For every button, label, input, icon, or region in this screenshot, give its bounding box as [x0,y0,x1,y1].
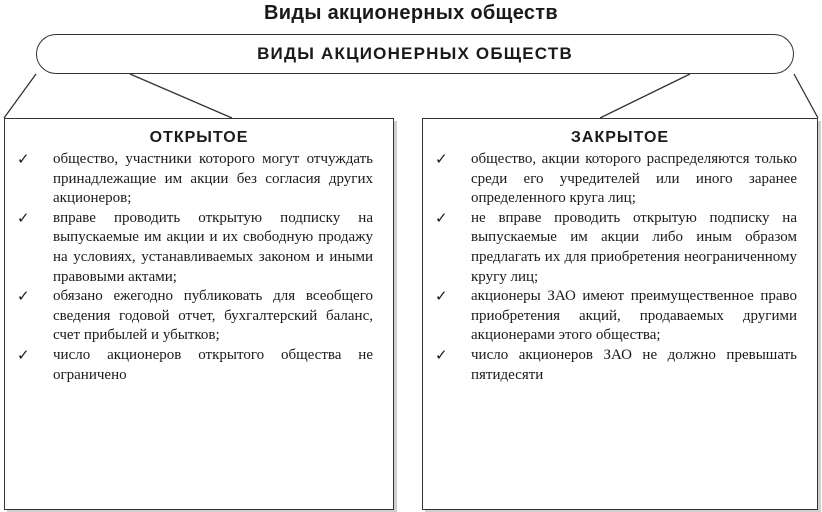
list-item: ✓ акционеры ЗАО имеют преимущественное право приобретения акций, продаваемых другими акционерами этого общества; [435,287,797,344]
list-item: ✓ обязано ежегодно публиковать для всеобщего сведения годовой отчет, бухгалтерский баланс, счет прибылей и убытков; [17,287,373,344]
left-connector-inner [130,74,232,118]
checkmark-icon: ✓ [17,208,30,227]
list-item: ✓ число акционеров открытого общества не ограничено [17,345,373,383]
left-connector-outer [4,74,36,118]
open-company-heading: ОТКРЫТОЕ [149,129,249,146]
closed-company-heading: ЗАКРЫТОЕ [570,129,670,146]
list-item: ✓ общество, акции которого распределяются только среди его учредителей или иного заранее определенного круга лиц; [435,150,797,207]
list-item: ✓ вправе проводить открытую подписку на выпускаемые им акции и их свободную продажу на условиях, устанавливаемых законом и иными правовыми актами; [17,208,373,285]
checkmark-icon: ✓ [17,287,30,306]
checkmark-icon: ✓ [17,345,30,364]
list-item: ✓ число акционеров ЗАО не должно превышать пятидесяти [435,345,797,383]
list-item: ✓ не вправе проводить открытую подписку на выпускаемые им акции либо иным образом предлагать их для приобретения неограниченному кругу лиц; [435,208,797,285]
open-company-panel [4,118,394,510]
closed-company-panel [422,118,818,510]
page-title: Виды акционерных обществ [264,2,558,24]
checkmark-icon: ✓ [435,208,448,227]
checkmark-icon: ✓ [435,150,448,168]
checkmark-icon: ✓ [17,150,30,168]
checkmark-icon: ✓ [435,345,448,364]
right-connector-inner [600,74,690,118]
list-item: ✓ общество, участники которого могут отчуждать принадлежащие им акции без согласия других акционеров; [17,150,373,207]
right-connector-outer [794,74,818,118]
banner: ВИДЫ АКЦИОНЕРНЫХ ОБЩЕСТВ [36,34,794,74]
checkmark-icon: ✓ [435,287,448,306]
